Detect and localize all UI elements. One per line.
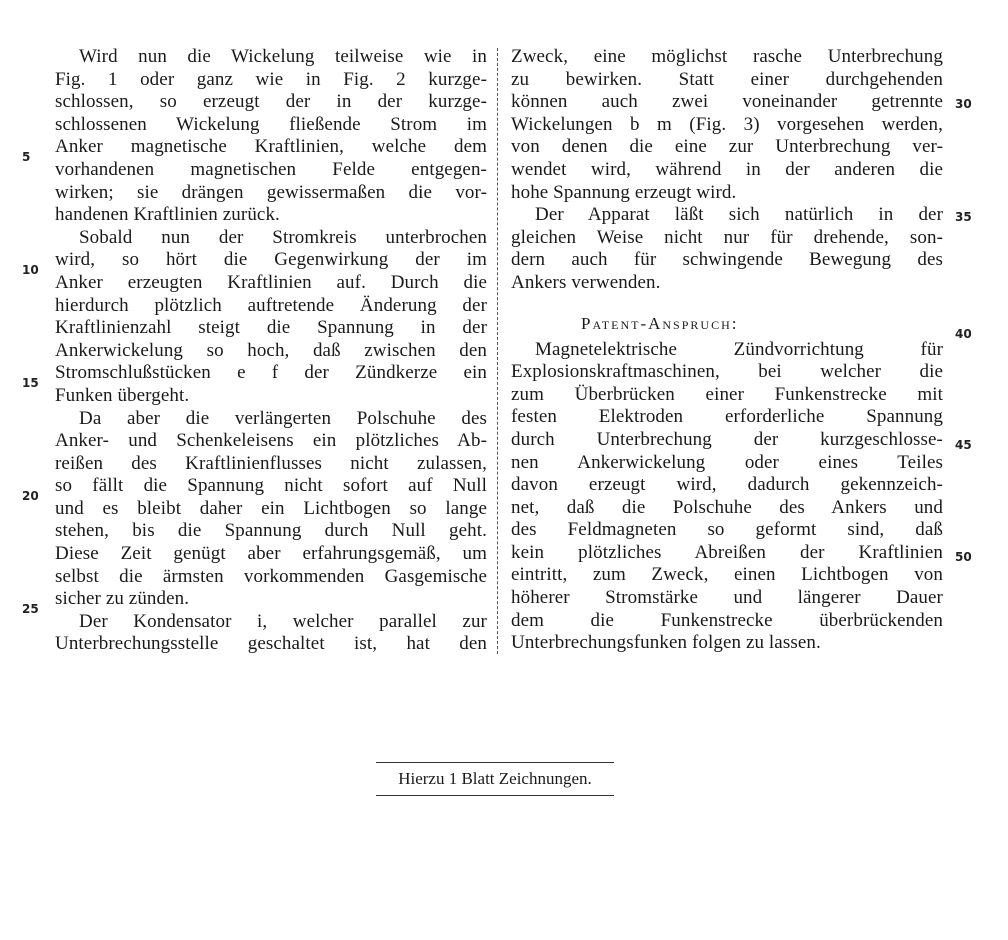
line-number: 40 (955, 327, 972, 341)
text-line: Stromschlußstücken e f der Zündkerze ein (55, 362, 487, 384)
text-line: und es bleibt daher ein Lichtbogen so lange (55, 497, 487, 519)
claim-line: net, daß die Polschuhe des Ankers und (511, 496, 943, 518)
text-line: Anker magnetische Kraftlinien, welche dem (55, 136, 487, 158)
claim-line: Magnetelektrische Zündvorrichtung für (535, 338, 943, 360)
line-number: 30 (955, 97, 972, 111)
line-number: 10 (22, 263, 39, 277)
text-line: Kraftlinienzahl steigt die Spannung in der (55, 317, 487, 339)
claim-line: davon erzeugt wird, dadurch gekennzeich- (511, 474, 943, 496)
text-line: zu bewirken. Statt einer durchgehenden (511, 68, 943, 90)
text-line: vorhandenen magnetischen Felde entgegen- (55, 158, 487, 180)
text-line: schlossenen Wickelung fließende Strom im (55, 113, 487, 135)
claim-line: Explosionskraftmaschinen, bei welcher die (511, 361, 943, 383)
text-line: stehen, bis die Spannung durch Null geht. (55, 520, 487, 542)
text-line: selbst die ärmsten vorkommenden Gasgemische (55, 565, 487, 587)
text-line: Wickelungen b m (Fig. 3) vorgesehen werden, (511, 113, 943, 135)
text-line: schlossen, so erzeugt der in der kurzge- (55, 91, 487, 113)
claim-line: kein plötzliches Abreißen der Kraftlinien (511, 541, 943, 563)
text-line: von denen die eine zur Unterbrechung ver- (511, 136, 943, 158)
line-number: 35 (955, 210, 972, 224)
claim-line: festen Elektroden erforderliche Spannung (511, 406, 943, 428)
footer-note: Hierzu 1 Blatt Zeichnungen. (376, 762, 614, 796)
text-line: Der Kondensator i, welcher parallel zur (79, 610, 487, 632)
text-line: Zweck, eine möglichst rasche Unterbrechung (511, 46, 943, 67)
left-column (55, 46, 487, 656)
text-line: handenen Kraftlinien zurück. (55, 204, 280, 226)
line-number: 50 (955, 550, 972, 564)
line-number: 5 (22, 150, 31, 164)
text-line: Ankerwickelung so hoch, daß zwischen den (55, 339, 487, 361)
text-line: Funken übergeht. (55, 384, 190, 406)
text-line: Da aber die verlängerten Polschuhe des (79, 407, 487, 429)
right-column (511, 46, 943, 655)
claim-line: des Feldmagneten so geformt sind, daß (511, 519, 943, 541)
claim-line: dem die Funkenstrecke überbrückenden (511, 609, 943, 631)
text-line: so fällt die Spannung nicht sofort auf Null (55, 475, 487, 497)
text-line: Fig. 1 oder ganz wie in Fig. 2 kurzge- (55, 68, 487, 90)
line-number: 45 (955, 438, 972, 452)
column-divider (497, 48, 498, 654)
text-line: Sobald nun der Stromkreis unterbrochen (79, 226, 487, 248)
text-line: Anker- und Schenkeleisens ein plötzliches Ab- (55, 430, 487, 452)
text-line: wird, so hört die Gegenwirkung der im (55, 249, 487, 271)
claim-line: höherer Stromstärke und längerer Dauer (511, 587, 943, 609)
text-line: gleichen Weise nicht nur für drehende, son- (511, 226, 943, 248)
text-line: reißen des Kraftlinienflusses nicht zulassen, (55, 452, 487, 474)
claim-line: zum Überbrücken einer Funkenstrecke mit (511, 383, 943, 405)
text-line: Wird nun die Wickelung teilweise wie in (79, 46, 487, 67)
text-line: Anker erzeugten Kraftlinien auf. Durch die (55, 271, 487, 293)
line-number: 15 (22, 376, 39, 390)
text-line: wirken; sie drängen gewissermaßen die vor- (55, 181, 487, 203)
line-number: 20 (22, 489, 39, 503)
text-line: sicher zu zünden. (55, 588, 190, 610)
text-line: Ankers verwenden. (511, 271, 661, 293)
text-line: dern auch für schwingende Bewegung des (511, 249, 943, 271)
text-line: können auch zwei voneinander getrennte (511, 91, 943, 113)
line-number: 25 (22, 602, 39, 616)
text-line: hierdurch plötzlich auftretende Änderung der (55, 294, 487, 316)
claim-line: nen Ankerwickelung oder eines Teiles (511, 451, 943, 473)
claim-line: Unterbrechungsfunken folgen zu lassen. (511, 632, 821, 654)
claim-line: eintritt, zum Zweck, einen Lichtbogen von (511, 564, 943, 586)
text-line: Unterbrechungsstelle geschaltet ist, hat den (55, 633, 487, 655)
text-line: Diese Zeit genügt aber erfahrungsgemäß, um (55, 543, 487, 565)
text-line: Der Apparat läßt sich natürlich in der (535, 204, 943, 226)
text-line: hohe Spannung erzeugt wird. (511, 181, 737, 203)
section-heading: Patent-Anspruch: (581, 313, 739, 333)
text-line: wendet wird, während in der anderen die (511, 158, 943, 180)
claim-line: durch Unterbrechung der kurzgeschlosse- (511, 428, 943, 450)
